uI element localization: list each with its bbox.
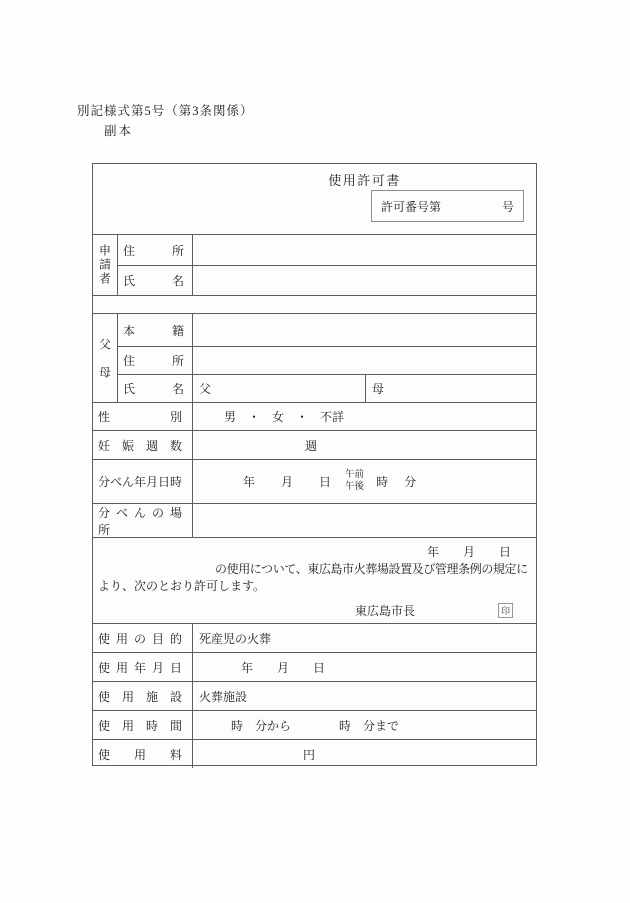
usage-facility-row: [93, 681, 536, 710]
delivery-datetime-row: [93, 459, 536, 503]
usage-time-value: 時 分から 時 分まで: [231, 718, 400, 733]
parents-domicile-value: [193, 314, 536, 346]
usage-time-label: 使 用 時 間: [98, 718, 182, 733]
applicant-name-row: [118, 265, 536, 295]
father-label: 父: [199, 382, 212, 396]
form-reference: 別記様式第5号（第3条関係）: [77, 104, 254, 118]
mother-name-cell: [366, 375, 536, 402]
parents-section: [93, 313, 536, 402]
usage-purpose-row: [93, 623, 536, 652]
permit-number-suffix: 号: [501, 199, 514, 214]
sex-value: 男 ・ 女 ・ 不詳: [224, 410, 345, 424]
applicant-name-value: [193, 266, 536, 295]
sex-row: [93, 402, 536, 430]
usage-purpose-value: 死産児の火葬: [199, 631, 272, 646]
usage-purpose-label: 使 用 の 目 的: [98, 631, 182, 646]
gestation-row: [93, 430, 536, 459]
applicant-group-label: 申請者: [97, 244, 112, 286]
applicant-address-row: [118, 235, 536, 265]
permit-form-table: [92, 163, 537, 766]
usage-facility-label: 使 用 施 設: [98, 689, 182, 704]
delivery-datetime-value: [193, 460, 536, 503]
usage-facility-value: 火葬施設: [199, 689, 248, 704]
mother-label: 母: [372, 382, 385, 396]
applicant-address-value: [193, 235, 536, 265]
spacer-row: [93, 295, 536, 313]
delivery-place-value: [193, 504, 536, 537]
am-label: 午前: [345, 469, 365, 480]
statement-section: [93, 537, 536, 623]
gestation-value: 週: [305, 438, 318, 453]
applicant-address-label: 住 所: [123, 243, 184, 258]
parents-name-row: [118, 374, 536, 402]
usage-time-row: [93, 710, 536, 739]
sex-label: 性 別: [98, 410, 182, 424]
year-unit: 年: [243, 475, 256, 489]
father-name-cell: [193, 375, 366, 402]
gestation-label: 妊 娠 週 数: [98, 438, 182, 453]
parents-group-cell: [93, 314, 118, 402]
usage-fee-value: 円: [303, 747, 316, 762]
hour-unit: 時: [376, 475, 389, 489]
usage-fee-row: [93, 739, 536, 768]
am-pm-stack: [345, 470, 364, 494]
usage-fee-label: 使 用 料: [98, 747, 182, 762]
applicant-group-cell: [93, 235, 118, 295]
delivery-datetime-label: 分べん年月日時: [98, 475, 183, 489]
statement-body-line2: より、次のとおり許可します。: [98, 579, 266, 593]
month-unit: 月: [281, 475, 294, 489]
copy-label: 副本: [104, 124, 134, 138]
document-title: 使用許可書: [328, 173, 401, 188]
permit-number-box: [371, 190, 524, 222]
usage-date-value: 年 月 日: [241, 660, 326, 675]
parents-domicile-label: 本 籍: [123, 323, 184, 338]
statement-date-line: 年 月 日: [426, 545, 511, 559]
day-unit: 日: [319, 475, 332, 489]
mayor-seal-icon: 印: [498, 603, 513, 618]
parents-group-label: 父母: [97, 338, 112, 394]
mayor-signature-label: 東広島市長: [355, 604, 416, 618]
applicant-name-label: 氏 名: [123, 274, 184, 288]
parents-address-label: 住 所: [123, 354, 184, 368]
parents-name-label: 氏 名: [123, 382, 184, 396]
pm-label: 午後: [345, 481, 365, 492]
statement-body-line1: の使用について、東広島市火葬場設置及び管理条例の規定に: [215, 562, 528, 576]
usage-date-label: 使 用 年 月 日: [98, 660, 182, 675]
applicant-section: [93, 234, 536, 295]
parents-address-row: [118, 346, 536, 374]
delivery-place-label: 分 べ ん の 場 所: [98, 505, 182, 537]
title-section: [93, 164, 536, 234]
usage-date-row: [93, 652, 536, 681]
delivery-place-row: [93, 503, 536, 537]
parents-domicile-row: [118, 314, 536, 346]
minute-unit: 分: [404, 475, 417, 489]
parents-address-value: [193, 347, 536, 374]
permit-number-prefix: 許可番号第: [381, 199, 442, 214]
